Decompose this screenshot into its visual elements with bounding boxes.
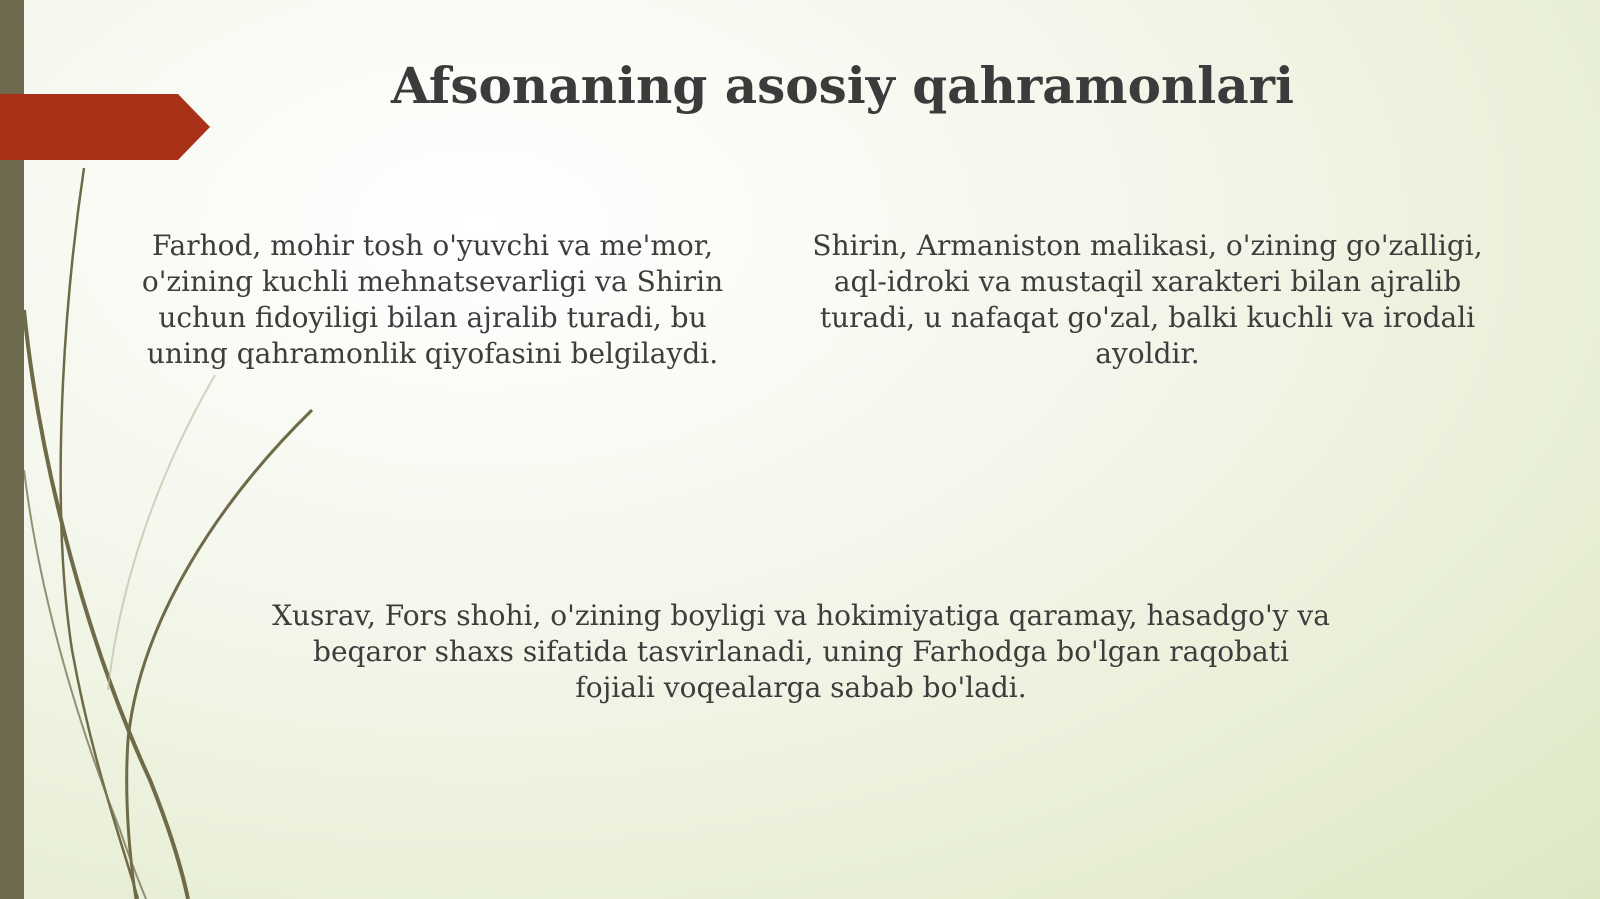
grass-stem-faint bbox=[108, 375, 215, 690]
slide-title: Afsonaning asosiy qahramonlari bbox=[390, 56, 1295, 115]
xusrav-description: Xusrav, Fors shohi, o'zining boyligi va hokimiyatiga qaramay, hasadgo'y va beqaror shaxs sifatida tasvirlanadi, uning Farhodga bo'lgan raqobati fojiali voqealarga sabab bo'ladi. bbox=[272, 599, 1330, 704]
accent-arrow-shape bbox=[0, 94, 210, 160]
shirin-description: Shirin, Armaniston malikasi, o'zining go'zalligi, aql-idroki va mustaqil xarakteri bilan ajralib turadi, u nafaqat go'zal, balki kuchli va irodali ayoldir. bbox=[812, 229, 1483, 370]
farhod-description: Farhod, mohir tosh o'yuvchi va me'mor, o'zining kuchli mehnatsevarligi va Shirin uchun fidoyiligi bilan ajralib turadi, bu uning qahramonlik qiyofasini belgilaydi. bbox=[141, 229, 724, 370]
